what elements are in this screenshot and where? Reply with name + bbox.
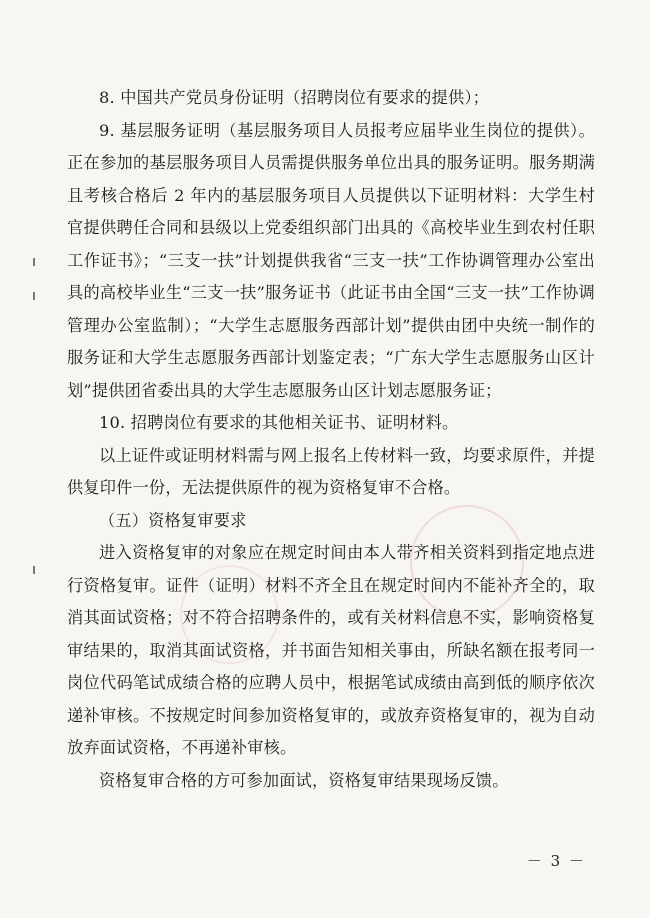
margin-binding-mark [33, 258, 35, 266]
paragraph-original-documents-note: 以上证件或证明材料需与网上报名上传材料一致，均要求原件，并提供复印件一份，无法提供原件的视为资格复审不合格。 [67, 445, 595, 497]
paragraph-review-rules: 进入资格复审的对象应在规定时间由本人带齐相关资料到指定地点进行资格复审。证件（证明）材料不齐全且在规定时间内不能补齐全的，取消其面试资格；对不符合招聘条件的，或有关材料信息不实，影响资格复审结果的，取消其面试资格，并书面告知相关事由，所缺名额在报考同一岗位代码笔试成绩合格的应聘人员中，根据笔试成绩由高到低的顺序依次递补审核。不按规定时间参加资格复审的，或放弃资格复审的，视为自动放弃面试资格，不再递补审核。 [67, 543, 595, 757]
paragraph-item-10: 10. 招聘岗位有要求的其他相关证书、证明材料。 [99, 413, 459, 432]
margin-binding-mark [33, 292, 35, 300]
paragraph-item-9: 9. 基层服务证明（基层服务项目人员报考应届毕业生岗位的提供）。正在参加的基层服务项目人员需提供服务单位出具的服务证明。服务期满且考核合格后 2 年内的基层服务项目人员提供以下证明材料：大学生村官提供聘任合同和县级以上党委组织部门出具的《高校毕业生到农村任职工作证书》；“三支一扶”计划提供我省“三支一扶”工作协调管理办公室出具的高校毕业生“三支一扶”服务证书（此证书由全国“三支一扶”工作协调管理办公室监制）；“大学生志愿服务西部计划”提供由团中央统一制作的服务证和大学生志愿服务西部计划鉴定表；“广东大学生志愿服务山区计划”提供团省委出具的大学生志愿服务山区计划志愿服务证； [67, 120, 595, 400]
paragraph-review-result: 资格复审合格的方可参加面试，资格复审结果现场反馈。 [99, 770, 509, 790]
section-heading: （五）资格复审要求 [99, 510, 247, 530]
margin-binding-mark [33, 566, 35, 574]
page-number: － 3 － [526, 852, 586, 870]
paragraph-item-8: 8. 中国共产党员身份证明（招聘岗位有要求的提供）； [99, 88, 490, 107]
document-body [67, 82, 595, 797]
